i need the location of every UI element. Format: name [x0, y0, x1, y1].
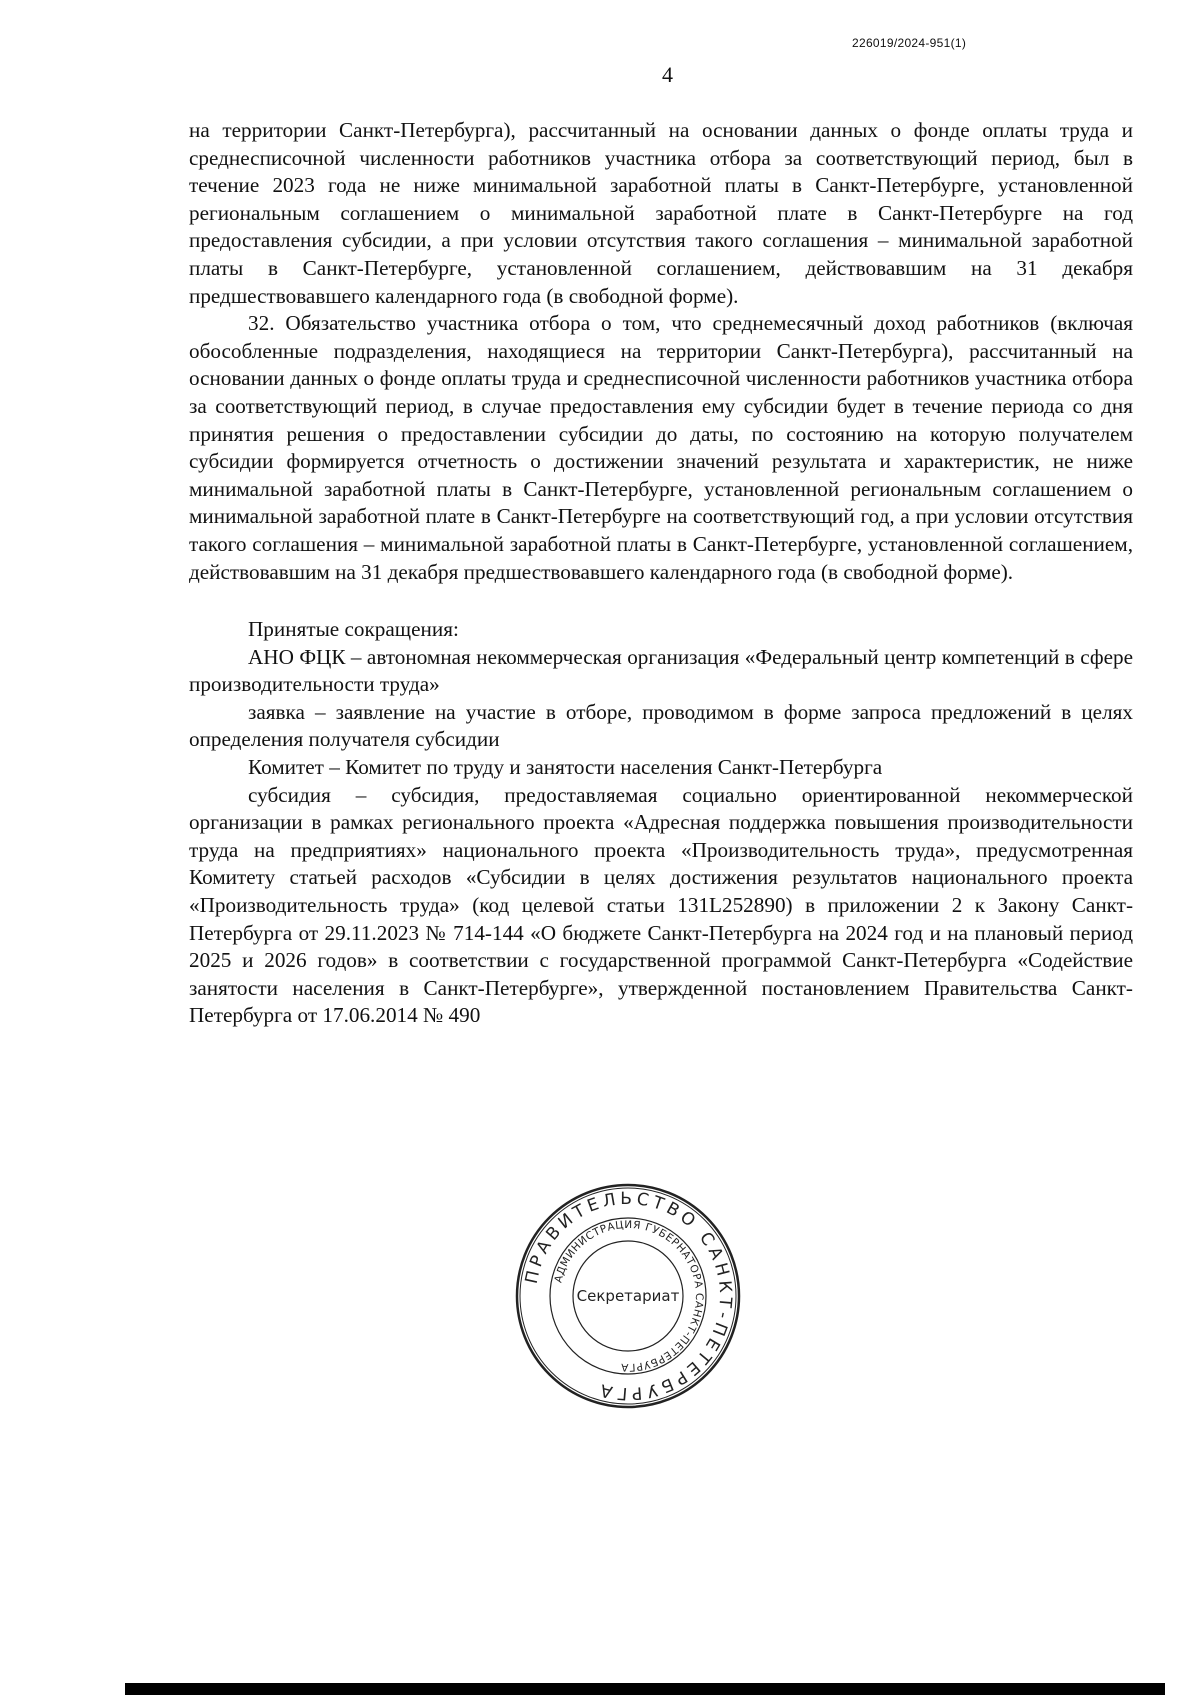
paragraph-continuation: на территории Санкт-Петербурга), рассчитанный на основании данных о фонде оплаты труда и среднесписочной численности работников участника отбора за соответствующий период, был в течение 2023 года не ниже минимальной заработной платы в Санкт-Петербурге, установленной региональным соглашением о минимальной заработной плате в Санкт-Петербурге на год предоставления субсидии, а при условии отсутствия такого соглашения – минимальной заработной платы в Санкт-Петербурге, установленной соглашением, действовавшим на 31 декабря предшествовавшего календарного года (в свободной форме).	[189, 118, 1133, 308]
abbreviation-subsidy: субсидия – субсидия, предоставляемая социально ориентированной некоммерческой организации в рамках регионального проекта «Адресная поддержка повышения производительности труда на предприятиях» национального проекта «Производительность труда», предусмотренная Комитету статьей расходов «Субсидии в целях достижения результатов национального проекта «Производительность труда» (код целевой статьи 131L252890) в приложении 2 к Закону Санкт-Петербурга от 29.11.2023 № 714-144 «О бюджете Санкт-Петербурга на 2024 год и на плановый период 2025 и 2026 годов» в соответствии с государственной программой Санкт-Петербурга «Содействие занятости населения в Санкт-Петербурге», утвержденной постановлением Правительства Санкт-Петербурга от 17.06.2014 № 490	[189, 782, 1133, 1028]
document-body	[189, 117, 1133, 1030]
seal-center-text: Секретариат	[576, 1287, 680, 1305]
scan-bottom-border	[125, 1683, 1165, 1695]
page-number: 4	[662, 62, 673, 87]
seal-outer-text: ПРАВИТЕЛЬСТВО САНКТ-ПЕТЕРБУРГА	[521, 1188, 736, 1404]
seal-inner-text: АДМИНИСТРАЦИЯ ГУБЕРНАТОРА САНКТ-ПЕТЕРБУРГА	[552, 1218, 706, 1374]
spacer	[189, 586, 1133, 616]
paragraph-item-32: 32. Обязательство участника отбора о том, что среднемесячный доход работников (включая обособленные подразделения, находящиеся на территории Санкт-Петербурга), рассчитанный на основании данных о фонде оплаты труда и среднесписочной численности работников участника отбора за соответствующий период, в случае предоставления ему субсидии будет в течение периода со дня принятия решения о предоставлении субсидии до даты, по состоянию на которую получателем субсидии формируется отчетность о достижении значений результата и характеристик, не ниже минимальной заработной платы в Санкт-Петербурге, установленной региональным соглашением о минимальной заработной плате в Санкт-Петербурге на соответствующий год, а при условии отсутствия такого соглашения – минимальной заработной платы в Санкт-Петербурге, установленной соглашением, действовавшим на 31 декабря предшествовавшего календарного года (в свободной форме).	[189, 311, 1133, 584]
official-seal	[515, 1183, 741, 1409]
abbreviation-application: заявка – заявление на участие в отборе, проводимом в форме запроса предложений в целях определения получателя субсидии	[189, 699, 1133, 752]
abbreviation-ano-fck: АНО ФЦК – автономная некоммерческая организация «Федеральный центр компетенций в сфере производительности труда»	[189, 644, 1133, 697]
abbreviation-committee: Комитет – Комитет по труду и занятости населения Санкт-Петербурга	[248, 755, 883, 780]
abbreviations-heading: Принятые сокращения:	[248, 617, 459, 642]
document-registration-number: 226019/2024-951(1)	[852, 36, 967, 50]
